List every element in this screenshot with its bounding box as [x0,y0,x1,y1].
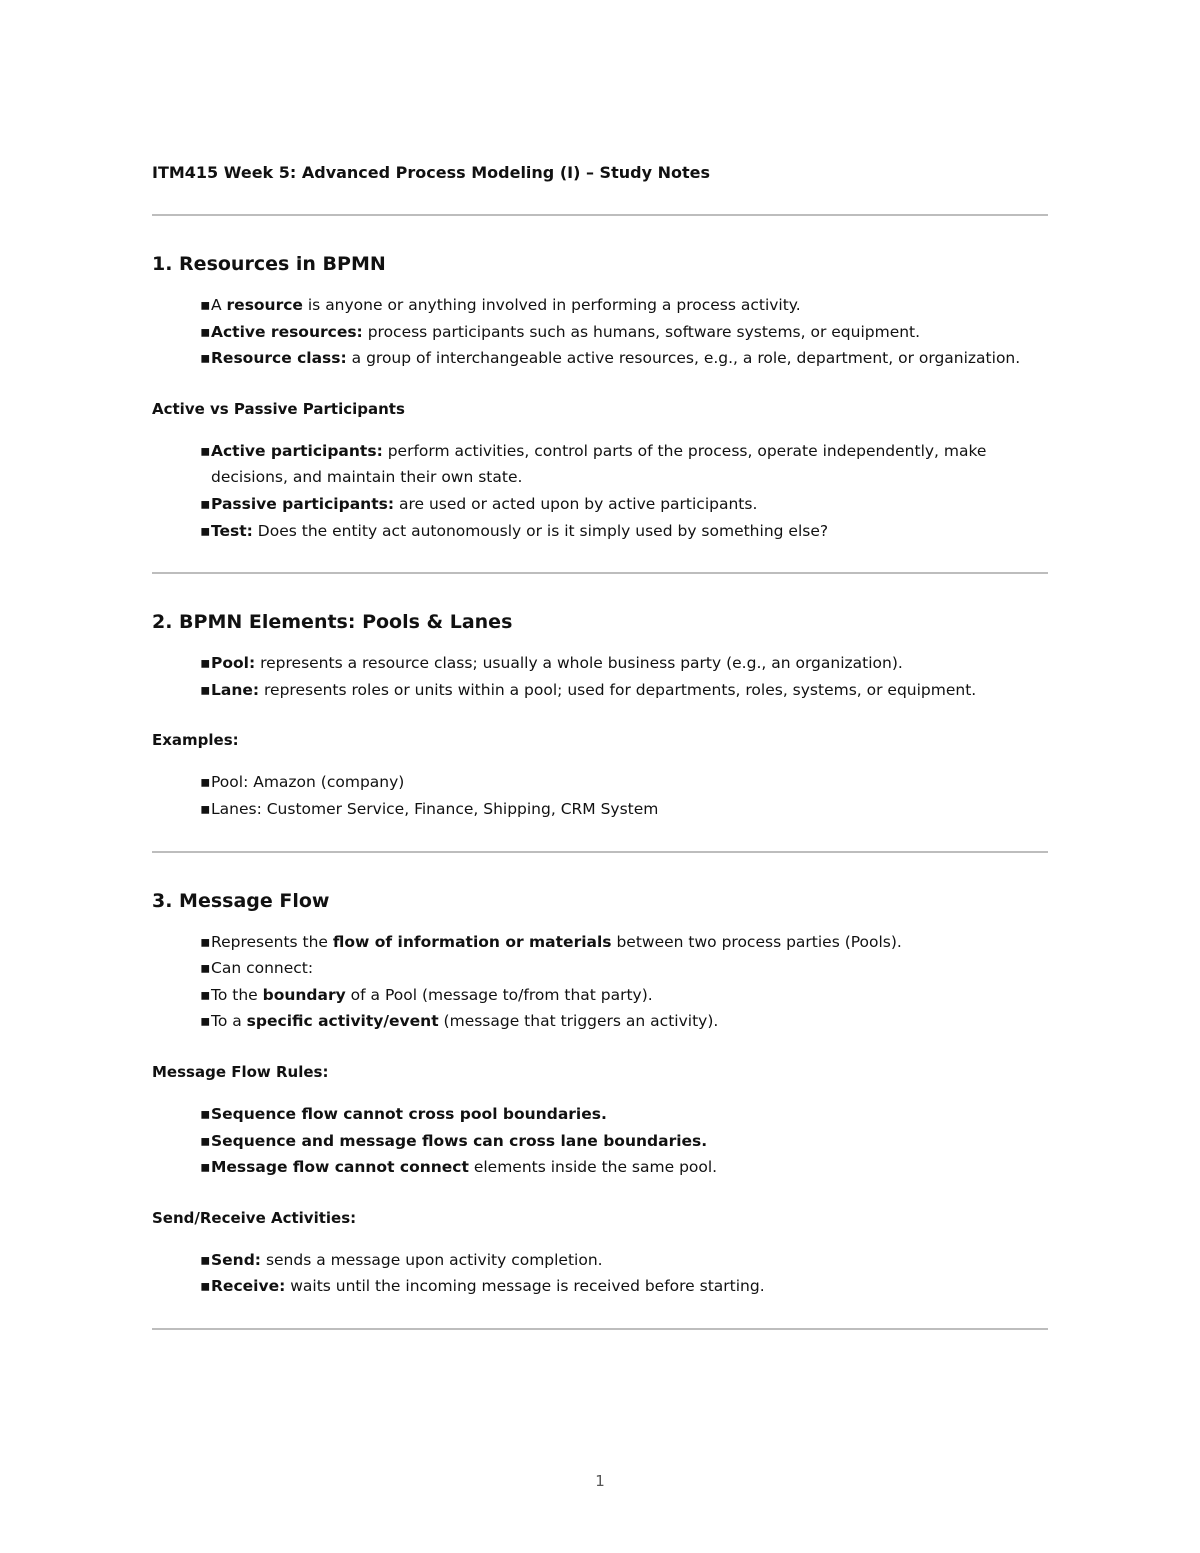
item-text: Does the entity act autonomously or is it simply used by something else? [252,521,829,540]
item-text: To the [211,985,263,1004]
list-item [152,1128,1048,1155]
item-text: (message that triggers an activity). [438,1012,719,1031]
section-resources [152,250,1048,544]
bullet-marker: ▪ [200,1158,211,1177]
item-bold-text: flow of information or materials [332,932,612,951]
list-item [152,319,1048,346]
section-title: 3. Message Flow [152,889,330,912]
list-item [152,491,1048,518]
bullet-marker: ▪ [200,680,211,699]
list-item [152,982,1048,1009]
bullet-marker: ▪ [200,1131,211,1150]
item-bold-text: Test: [211,521,253,540]
item-bold-text: Pool: [211,654,256,673]
list-item [152,1247,1048,1274]
divider [152,1328,1048,1330]
bullet-list [152,650,1048,703]
item-text: To a [211,1012,247,1031]
item-text: Represents the [211,932,333,951]
bullet-marker: ▪ [200,521,211,540]
bullet-list [152,1101,1048,1181]
item-text: perform activities, control parts of the process, operate independently, make decisions, and maintain their own state. [211,441,987,487]
bullet-marker: ▪ [200,985,211,1004]
bullet-marker: ▪ [200,494,211,513]
list-item [152,796,1048,823]
item-text: waits until the incoming message is received before starting. [285,1277,765,1296]
sub-heading: Active vs Passive Participants [152,399,405,418]
item-bold-text: Sequence flow cannot cross pool boundaries. [211,1104,607,1123]
bullet-marker: ▪ [200,1277,211,1296]
list-item [152,1273,1048,1300]
item-bold-text: Message flow cannot connect [211,1158,469,1177]
bullet-list [152,769,1048,822]
bullet-marker: ▪ [200,349,211,368]
bullet-marker: ▪ [200,1104,211,1123]
bullet-list [152,929,1048,1035]
item-bold-text: Lane: [211,680,260,699]
list-item [152,677,1048,704]
item-bold-text: Receive: [211,1277,286,1296]
item-bold-text: Sequence and message flows can cross lane boundaries. [211,1131,708,1150]
bullet-list [152,1247,1048,1300]
item-text: of a Pool (message to/from that party). [345,985,653,1004]
list-item [152,1154,1048,1181]
item-text: a group of interchangeable active resources, e.g., a role, department, or organization. [346,349,1021,368]
bullet-list [152,292,1048,372]
item-bold-text: Resource class: [211,349,347,368]
item-text: represents roles or units within a pool; used for departments, roles, systems, or equipment. [259,680,977,699]
section-title: 2. BPMN Elements: Pools & Lanes [152,611,513,634]
document-page [152,160,1048,1330]
item-text: Pool: Amazon (company) [211,773,405,792]
section-message-flow [152,887,1048,1300]
page-number: 1 [595,1472,605,1490]
sub-heading: Message Flow Rules: [152,1062,329,1081]
sub-heading: Examples: [152,731,239,750]
item-text: represents a resource class; usually a whole business party (e.g., an organization). [255,654,903,673]
list-item [152,929,1048,956]
divider [152,572,1048,574]
item-text: sends a message upon activity completion. [261,1250,603,1269]
list-item [152,1101,1048,1128]
bullet-marker: ▪ [200,1012,211,1031]
sub-heading: Send/Receive Activities: [152,1208,357,1227]
bullet-marker: ▪ [200,773,211,792]
list-item [152,769,1048,796]
item-text: elements inside the same pool. [468,1158,718,1177]
list-item [152,345,1048,372]
bullet-marker: ▪ [200,932,211,951]
bullet-marker: ▪ [200,654,211,673]
item-bold-text: resource [226,296,303,314]
item-bold-text: Active participants: [211,441,383,460]
bullet-marker: ▪ [200,296,211,314]
item-text: are used or acted upon by active participants. [394,494,758,513]
document-title: ITM415 Week 5: Advanced Process Modeling (I) – Study Notes [152,163,710,182]
item-text: is anyone or anything involved in performing a process activity. [302,296,801,314]
item-text: A [211,296,227,314]
item-bold-text: specific activity/event [246,1012,439,1031]
list-item [152,955,1048,982]
bullet-marker: ▪ [200,1250,211,1269]
list-item [152,292,1048,319]
bullet-marker: ▪ [200,799,211,818]
item-bold-text: Send: [211,1250,262,1269]
divider [152,851,1048,853]
list-item [152,518,1048,545]
item-bold-text: Active resources: [211,322,363,341]
bullet-list [152,438,1048,544]
list-item [152,650,1048,677]
item-bold-text: Passive participants: [211,494,395,513]
divider [152,214,1048,216]
list-item [152,1008,1048,1035]
item-text: Can connect: [211,959,314,978]
list-item [152,438,1048,491]
item-bold-text: boundary [262,985,346,1004]
section-pools-lanes [152,608,1048,822]
bullet-marker: ▪ [200,441,211,460]
bullet-marker: ▪ [200,322,211,341]
bullet-marker: ▪ [200,959,211,978]
item-text: Lanes: Customer Service, Finance, Shipping, CRM System [211,799,659,818]
section-title: 1. Resources in BPMN [152,253,386,275]
item-text: process participants such as humans, software systems, or equipment. [362,322,921,341]
item-text: between two process parties (Pools). [611,932,902,951]
